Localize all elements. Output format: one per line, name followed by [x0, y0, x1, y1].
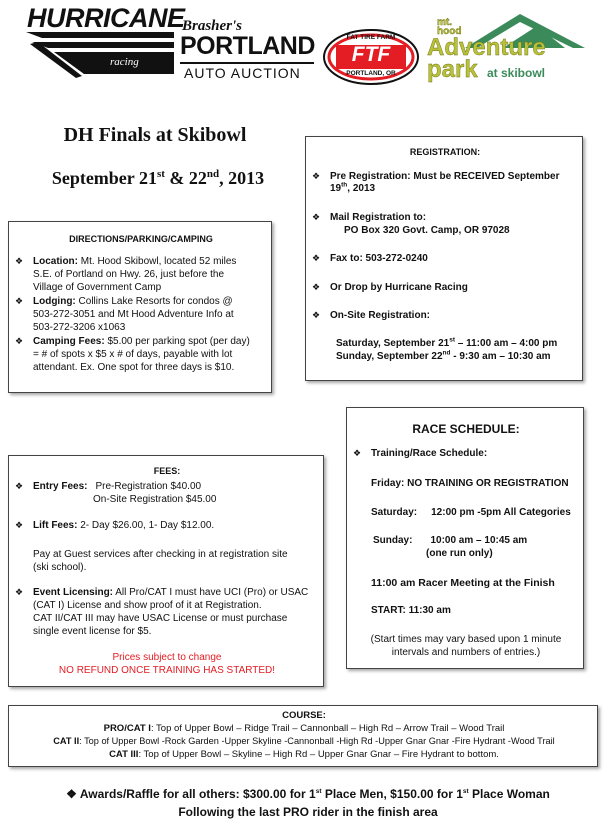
onsite-sat-date: Saturday, September 21 [336, 338, 450, 349]
course-cat3-label: CAT III [109, 749, 139, 760]
location-line-2: S.E. of Portland on Hwy. 26, just before the [33, 269, 225, 280]
lodging-line-3: 503-272-3206 x1063 [33, 322, 126, 333]
hurricane-wordmark: HURRICANE [27, 3, 185, 33]
onsite-sunday [336, 351, 551, 362]
licensing-line-2: (CAT I) License and show proof of it at Registration. [33, 600, 262, 611]
bullet-icon: ❖ [15, 296, 24, 306]
auto-auction-wordmark: AUTO AUCTION [184, 65, 301, 81]
course-cat3 [9, 749, 599, 760]
lift-fees-label: Lift Fees: [33, 520, 78, 531]
adv-park-text: park [427, 56, 478, 83]
camping-line-3: attendant. Ex. One spot for three days is $10. [33, 362, 235, 373]
entry-fees-line-1 [33, 481, 201, 492]
lift-fees-value: 2- Day $26.00, 1- Day $12.00. [77, 520, 215, 531]
date-part-2: & 22 [164, 168, 207, 188]
directions-heading: DIRECTIONS/PARKING/CAMPING [69, 234, 213, 244]
prices-warning: Prices subject to change [112, 652, 222, 663]
licensing-line-4: single event license for $5. [33, 626, 152, 637]
mail-registration-address: PO Box 320 Govt. Camp, OR 97028 [344, 225, 510, 236]
awards-text-1: Awards/Raffle for all others: $300.00 for 1 [79, 787, 316, 801]
pre-date-sup: th [341, 181, 348, 189]
bullet-icon: ❖ [15, 481, 24, 491]
course-heading: COURSE: [282, 710, 326, 721]
pre-registration-line-1: Pre Registration: Must be RECEIVED September [330, 171, 560, 182]
course-cat3-value: : Top of Upper Bowl – Skyline – High Rd – Upper Gnar Gnar – Fire Hydrant to bottom. [138, 749, 499, 760]
awards-subline: Following the last PRO rider in the finish area [178, 805, 438, 819]
pay-line-2: (ski school). [33, 562, 87, 573]
racer-meeting: 11:00 am Racer Meeting at the Finish [371, 577, 555, 589]
directions-box [8, 221, 272, 393]
camping-line-2: = # of spots x $5 x # of days, payable with lot [33, 349, 233, 360]
race-schedule-box [346, 407, 584, 669]
bullet-icon: ❖ [312, 171, 321, 181]
awards-sup-1: st [315, 788, 322, 795]
bullet-icon: ❖ [15, 520, 24, 530]
start-note-line-1: (Start times may vary based upon 1 minute [370, 634, 562, 645]
entry-fees-onsite: On-Site Registration $45.00 [93, 494, 217, 505]
registration-box [305, 136, 583, 381]
lodging-line-2: 503-272-3051 and Mt Hood Adventure Info at [33, 309, 234, 320]
bullet-icon: ❖ [353, 448, 362, 458]
date-sup-1: st [156, 168, 165, 180]
portland-wordmark: PORTLAND [180, 32, 315, 60]
pay-line-1: Pay at Guest services after checking in at registration site [33, 549, 288, 560]
mail-registration-line-1: Mail Registration to: [330, 212, 427, 223]
schedule-friday: Friday: NO TRAINING OR REGISTRATION [371, 478, 569, 489]
page-title: DH Finals at Skibowl [63, 124, 247, 146]
lift-fees-line [33, 520, 214, 531]
onsite-saturday [336, 338, 557, 349]
licensing-text-1: All Pro/CAT I must have UCI (Pro) or USAC [113, 587, 309, 598]
mt-hood-adventure-park-logo [425, 12, 595, 86]
bullet-icon: ❖ [312, 212, 321, 222]
location-line-3: Village of Government Camp [33, 282, 162, 293]
fax-line: Fax to: 503-272-0240 [330, 253, 428, 264]
awards-sup-2: st [462, 788, 469, 795]
camping-line-1 [33, 336, 250, 347]
lodging-line-1 [33, 296, 233, 307]
date-part-1: September 21 [51, 168, 157, 188]
course-box [8, 705, 598, 767]
pre-date: 19 [330, 183, 342, 194]
logo-rule [180, 62, 314, 64]
licensing-label: Event Licensing: [33, 587, 114, 598]
course-cat2 [9, 736, 599, 746]
adv-hood-text: hood [437, 26, 462, 37]
pre-registration-line-2 [330, 183, 375, 194]
training-schedule-label: Training/Race Schedule: [371, 448, 488, 459]
licensing-line-1 [33, 587, 308, 598]
onsite-registration-label: On-Site Registration: [330, 310, 431, 321]
lodging-label: Lodging: [33, 296, 76, 307]
onsite-sat-sup: st [449, 336, 455, 344]
entry-fees-label: Entry Fees: [33, 481, 88, 492]
awards-text-3: Place Woman [468, 787, 550, 801]
onsite-sun-date: Sunday, September 22 [336, 351, 443, 362]
location-line-1 [33, 256, 236, 267]
schedule-sunday [373, 535, 527, 546]
date-part-3: , 2013 [219, 168, 265, 188]
adv-at-skibowl-text: at skibowl [487, 66, 546, 80]
course-cat2-value: : Top of Upper Bowl -Rock Garden -Upper Skyline -Cannonball -High Rd -Upper Gnar Gnar -Fire Hydrant -Wood Trail [79, 736, 555, 746]
fees-heading: FEES: [153, 466, 181, 476]
onsite-sun-sup: nd [442, 349, 451, 357]
course-pro-label: PRO/CAT I [103, 723, 151, 734]
entry-fees-pre: Pre-Registration $40.00 [95, 481, 202, 492]
ftf-bottom-text: PORTLAND, OR [346, 70, 396, 77]
registration-heading: REGISTRATION: [409, 147, 481, 157]
bullet-icon: ❖ [15, 587, 24, 597]
brashers-script: Brasher's [182, 18, 243, 34]
race-schedule-heading: RACE SCHEDULE: [412, 422, 520, 436]
drop-off-line: Or Drop by Hurricane Racing [330, 282, 468, 293]
camping-text-1: $5.00 per parking spot (per day) [104, 336, 250, 347]
awards-line [0, 787, 616, 801]
bullet-icon: ❖ [312, 253, 321, 263]
bullet-icon: ❖ [15, 256, 24, 266]
page-subtitle-dates [18, 168, 298, 189]
ftf-wordmark: FTF [351, 43, 391, 66]
saturday-value: 12:00 pm -5pm All Categories [431, 507, 571, 518]
course-pro-cat1 [9, 723, 599, 734]
bullet-icon: ❖ [312, 282, 321, 292]
bullet-icon: ❖ [312, 310, 321, 320]
onsite-sun-time: - 9:30 am – 10:30 am [450, 351, 551, 362]
sunday-note: (one run only) [426, 548, 493, 559]
onsite-sat-time: – 11:00 am – 4:00 pm [454, 338, 558, 349]
pre-year: , 2013 [347, 183, 376, 194]
saturday-label: Saturday: [371, 507, 418, 518]
sunday-label: Sunday: [373, 535, 413, 546]
portland-auto-auction-logo [180, 18, 316, 84]
adv-mt-text: mt. [437, 17, 452, 28]
course-cat2-label: CAT II [53, 736, 80, 746]
start-note-line-2: intervals and numbers of entries.) [391, 647, 541, 658]
awards-text-2: Place Men, $150.00 for 1 [321, 787, 463, 801]
bullet-icon: ❖ [66, 787, 77, 801]
fees-box [8, 455, 324, 687]
refund-warning: NO REFUND ONCE TRAINING HAS STARTED! [58, 665, 276, 676]
camping-label: Camping Fees: [33, 336, 105, 347]
licensing-line-3: CAT II/CAT III may have USAC License or must purchase [33, 613, 288, 624]
date-sup-2: nd [206, 168, 220, 180]
location-text-1: Mt. Hood Skibowl, located 52 miles [78, 256, 237, 267]
bullet-icon: ❖ [15, 336, 24, 346]
racing-wordmark: racing [110, 56, 139, 68]
location-label: Location: [33, 256, 78, 267]
adv-adventure-text: Adventure [427, 34, 546, 61]
schedule-saturday [371, 507, 571, 518]
hurricane-racing-logo [24, 3, 185, 82]
ftf-top-text: FAT TIRE FARM [346, 34, 396, 41]
sunday-value: 10:00 am – 10:45 am [430, 535, 528, 546]
lodging-text-1: Collins Lake Resorts for condos @ [75, 296, 233, 307]
start-time: START: 11:30 am [371, 605, 451, 616]
fat-tire-farm-logo [322, 28, 420, 86]
course-pro-value: : Top of Upper Bowl – Ridge Trail – Cannonball – High Rd – Arrow Trail – Wood Trail [150, 723, 505, 734]
